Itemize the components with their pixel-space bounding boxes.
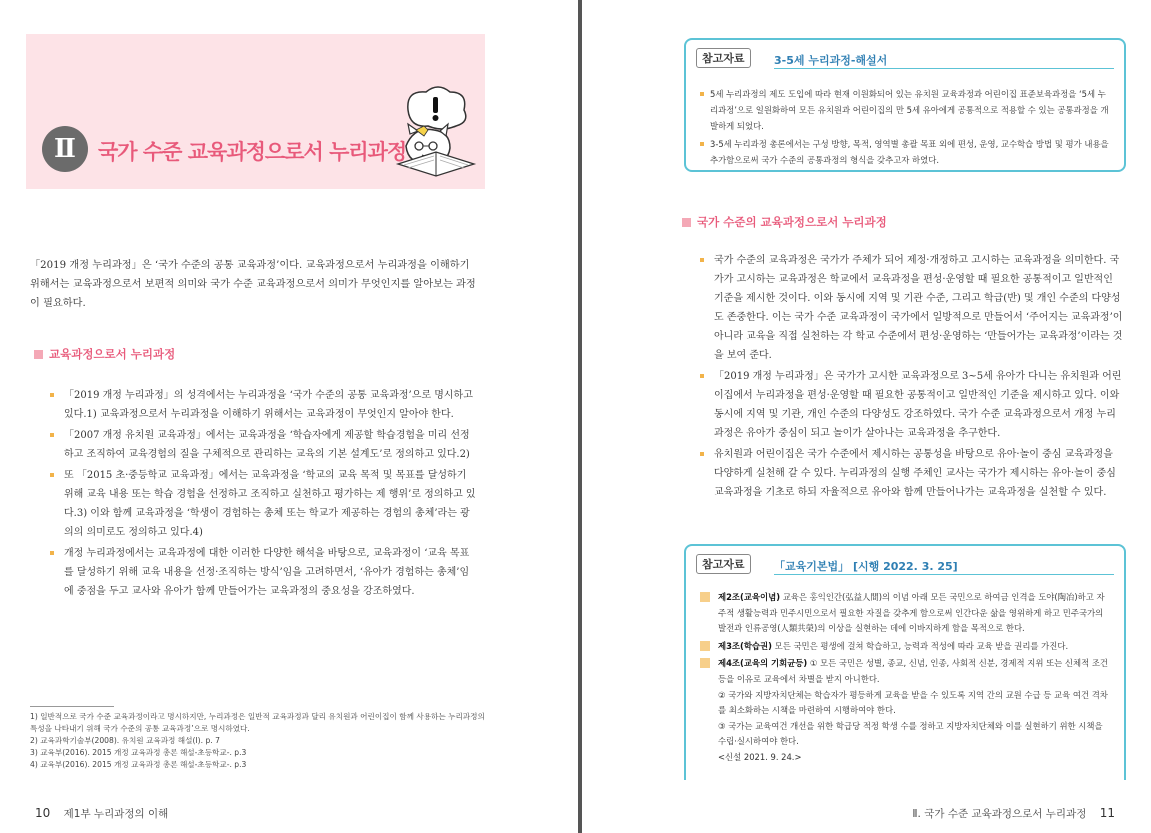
chapter-title: 국가 수준 교육과정으로서 누리과정 [98,140,407,164]
right-page [582,0,1151,833]
section-heading-text: 교육과정으로서 누리과정 [49,347,176,361]
reference-title-rule [774,68,1114,69]
list-item: 국가 수준의 교육과정은 국가가 주체가 되어 제정·개정하고 고시하는 교육과정을 의미한다. 국가가 고시하는 교육과정은 학교에서 교육과정을 편성·운영할 때 필요한 공통적이고 일반적인 기준을 제시한 것이다. 이와 동시에 지역 및 기관 수준, 그리고 학급(반) 및 개인 수준의 다양성도 존중한다. 이는 국가 수준 교육과정이 국가에서 일방적으로 만들어서 ‘주어지는 교육과정’이 아니라 교육을 직접 실천하는 각 학교 수준에서 편성·운영하는 ‘만들어가는 교육과정’이라는 것을 보여 준다. [714,251,1124,365]
footnote: 3) 교육부(2016). 2015 개정 교육과정 총론 해설-초등학교-. p.3 [30,748,247,757]
reference-tag: 참고자료 [696,48,751,68]
page-number: 11 [1099,806,1115,820]
reference-title-rule [774,574,1114,575]
list-item: 개정 누리과정에서는 교육과정에 대한 이러한 다양한 해석을 바탕으로, 교육과정이 ‘교육 목표를 달성하기 위해 교육 내용을 선정·조직하는 방식’임을 고려하면서, ‘유아가 경험하는 총체’임에 중점을 두고 교사와 유아가 함께 만들어가는 교육과정의 중요성을 강조하였다. [64,544,478,601]
article-text: ① 모든 국민은 성별, 종교, 신념, 인종, 사회적 신분, 경제적 지위 또는 신체적 조건 등을 이유로 교육에서 차별을 받지 아니한다. [718,658,1109,684]
law-article [700,656,1112,765]
section-heading-curriculum [34,346,175,362]
reference-box-education-act [684,544,1126,780]
article-heading: 제4조(교육의 기회균등) [718,658,808,669]
reference-title: 3-5세 누리과정-해설서 [774,54,888,67]
law-article [700,639,1112,655]
list-item: 또 「2015 초·중등학교 교육과정」에서는 교육과정을 ‘학교의 교육 목적 및 목표를 달성하기 위해 교육 내용 또는 학습 경험을 선정하고 조직하고 실천하고 평가하는 제 행위’로 정의하고 있다.3) 이와 함께 교육과정을 ‘학생이 경험하는 총체 또는 학교가 제공하는 경험의 총체’라는 광의의 의미로도 정의하고 있다.4) [64,466,478,542]
footnote-divider [30,706,114,707]
list-item: 「2019 개정 누리과정」의 성격에서는 누리과정을 ‘국가 수준의 공통 교육과정’으로 명시하고 있다.1) 교육과정으로서 누리과정을 이해하기 위해서는 교육과정이 무엇인지 알아야 한다. [64,386,478,424]
page-footer-right [912,806,1115,821]
section-heading-national [682,214,887,230]
article-heading: 제2조(교육이념) [718,592,781,602]
footnote: 1) 일반적으로 국가 수준 교육과정이라고 명시하지만, 누리과정은 일반적 교육과정과 달리 유치원과 어린이집이 함께 사용하는 누리과정의 특성을 나타내기 위해 국가 수준의 공통 교육과정’으로 명시하였다. [30,712,485,733]
list-item: 「2019 개정 누리과정」은 국가가 고시한 교육과정으로 3~5세 유아가 다니는 유치원과 어린이집에서 누리과정을 편성·운영할 때 필요한 공통적이고 일반적인 기준을 제시하고 있다. 이와 동시에 지역 및 기관, 개인 수준의 다양성도 강조하였다. 국가 수준 교육과정으로서 개정 누리과정은 유아가 중심이 되고 놀이가 살아나는 교육과정을 추구한다. [714,367,1124,443]
reference-title: 「교육기본법」 [시행 2022. 3. 25] [774,560,958,573]
running-footer-text: Ⅱ. 국가 수준 교육과정으로서 누리과정 [912,808,1087,820]
article-text: <신설 2021. 9. 24.> [718,751,802,762]
square-bullet-icon [34,350,43,359]
reference-bullet: 3-5세 누리과정 총론에서는 구성 방향, 목적, 영역별 총괄 목표 외에 편성, 운영, 교수학습 방법 및 평가 내용을 추가함으로써 국가 수준의 공통과정의 형식을 갖추고자 하였다. [700,136,1112,168]
article-text: ② 국가와 지방자치단체는 학습자가 평등하게 교육을 받을 수 있도록 지역 간의 교원 수급 등 교육 여건 격차를 최소화하는 시책을 마련하여 시행하여야 한다. [718,689,1108,716]
article-text: 교육은 홍익인간(弘益人間)의 이념 아래 모든 국민으로 하여금 인격을 도야(陶冶)하고 자주적 생활능력과 민주시민으로서 필요한 자질을 갖추게 함으로써 인간다운 삶을 영위하게 하고 민주국가의 발전과 인류공영(人類共榮)의 이상을 실현하는 데에 이바지하게 함을 목적으로 한다. [718,592,1105,634]
page-footer-left [35,806,168,821]
running-footer-text: 제1부 누리과정의 이해 [63,808,169,820]
list-item: 유치원과 어린이집은 국가 수준에서 제시하는 공통성을 바탕으로 유아·놀이 중심 교육과정을 다양하게 실천해 갈 수 있다. 누리과정의 실행 주체인 교사는 국가가 제시하는 유아·놀이 중심 교육과정을 기초로 하되 자율적으로 유아와 함께 만들어나가는 교육과정을 실천할 수 있다. [714,445,1124,502]
list-item: 「2007 개정 유치원 교육과정」에서는 교육과정을 ‘학습자에게 제공할 학습경험을 미리 선정하고 조직하여 교육경험의 질을 구체적으로 관리하는 교육의 기본 설계도’로 정의하고 있다.2) [64,426,478,464]
intro-paragraph: 「2019 개정 누리과정」은 ‘국가 수준의 공통 교육과정’이다. 교육과정으로서 누리과정을 이해하기 위해서는 교육과정으로서 보편적 의미와 국가 수준 교육과정으로서 의미가 무엇인지를 알아보는 과정이 필요하다. [30,260,476,309]
curriculum-bullet-list [64,386,478,601]
national-curriculum-bullet-list [714,251,1124,502]
reference-box-nuri-guide [684,38,1126,172]
article-text: 모든 국민은 평생에 걸쳐 학습하고, 능력과 적성에 따라 교육 받을 권리를 가진다. [774,640,1069,651]
page-number: 10 [35,806,51,820]
square-bullet-icon [682,218,691,227]
chapter-number-badge: Ⅱ [42,126,88,172]
mascot-cat-illustration [378,80,478,180]
reference-body [700,86,1112,170]
section-heading-text: 국가 수준의 교육과정으로서 누리과정 [697,215,887,229]
law-article [700,590,1112,637]
footnote: 2) 교육과학기술부(2008). 유치원 교육과정 해설(Ⅰ). p. 7 [30,736,220,745]
reference-body [700,590,1112,768]
article-heading: 제3조(학습권) [718,640,772,651]
footnotes [30,711,490,771]
article-text: ③ 국가는 교육여건 개선을 위한 학급당 적정 학생 수를 정하고 지방자치단체와 이를 실현하기 위한 시책을 수립·실시하여야 한다. [718,720,1103,747]
reference-tag: 참고자료 [696,554,751,574]
footnote: 4) 교육부(2016). 2015 개정 교육과정 총론 해설-초등학교-. p.3 [30,760,247,769]
reference-bullet: 5세 누리과정의 제도 도입에 따라 현재 이원화되어 있는 유치원 교육과정과 어린이집 표준보육과정을 ‘5세 누리과정’으로 일원화하여 모든 유치원과 어린이집의 만 5세 유아에게 공통적으로 적용할 수 있는 공통과정을 개발하게 되었다. [700,86,1112,134]
